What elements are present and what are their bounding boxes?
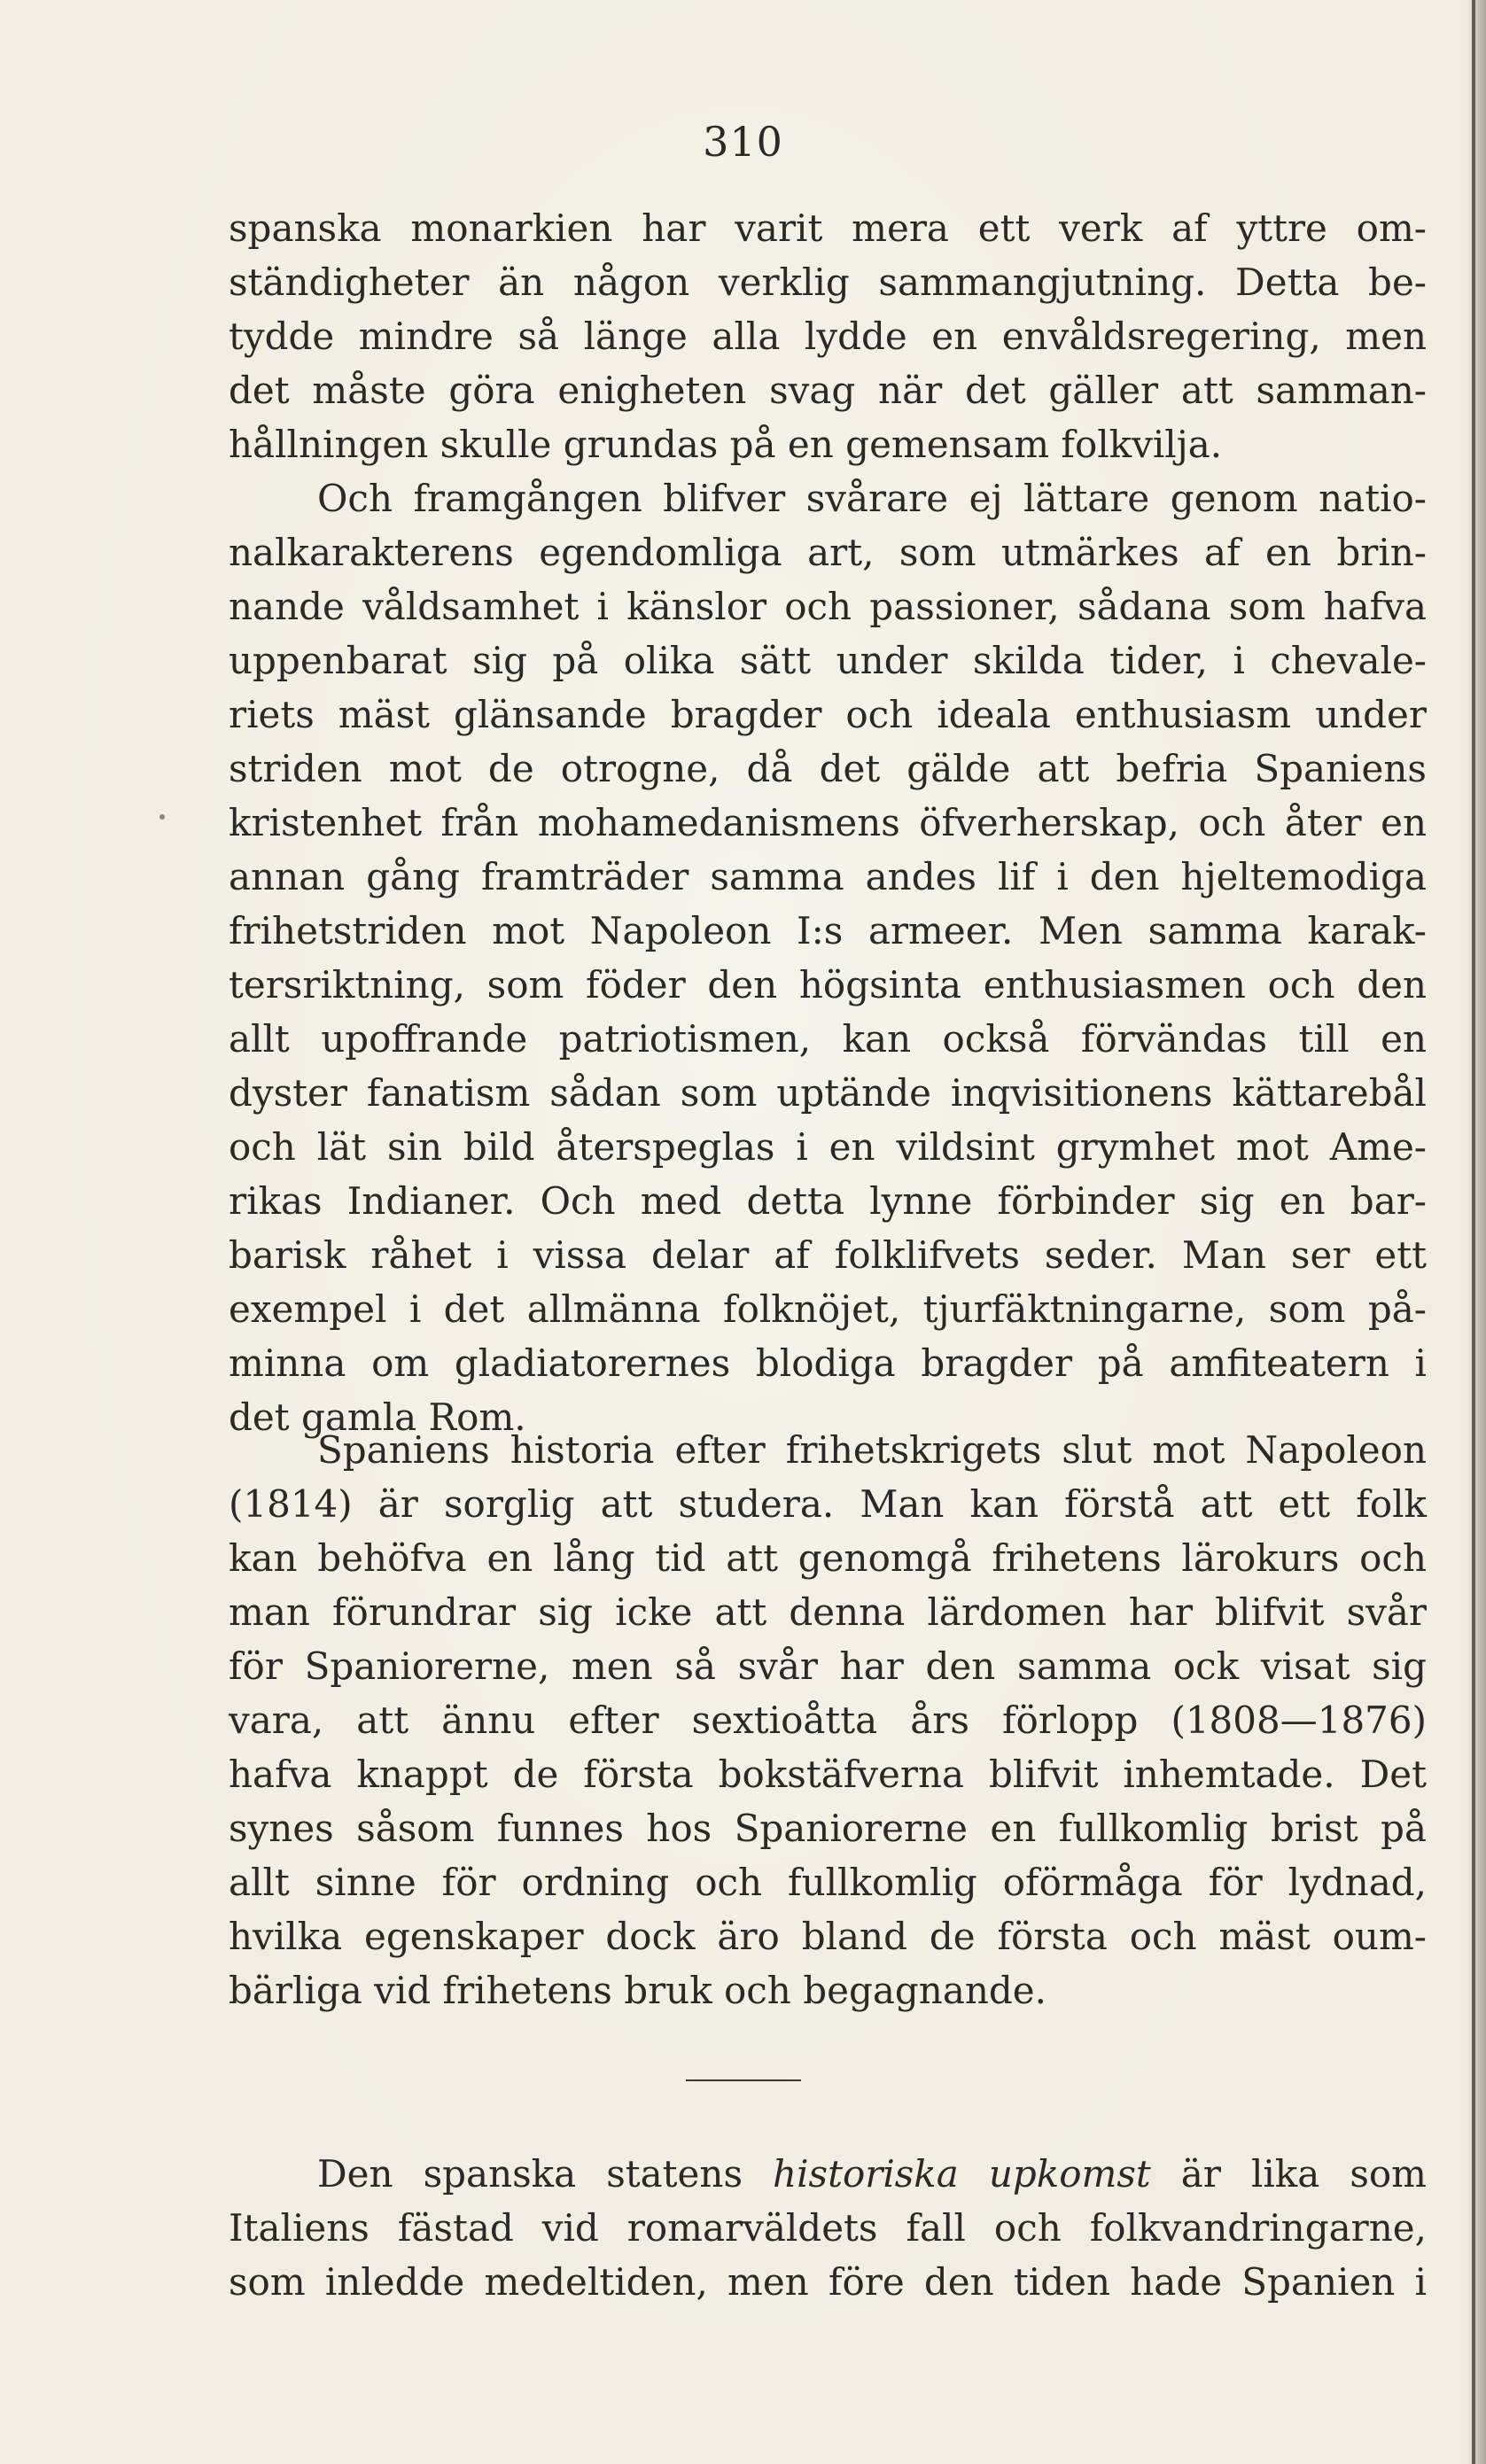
text-line: hållningen skulle grundas på en gemensam folkvilja.: [229, 423, 1223, 466]
text-line: kan behöfva en lång tid att genomgå frihetens lärokurs och: [229, 1536, 1427, 1580]
emphasized-phrase: historiska upkomst: [773, 2152, 1151, 2196]
text-line: nalkarakterens egendomliga art, som utmärkes af en brin-: [229, 531, 1427, 574]
text-line: frihetstriden mot Napoleon I:s armeer. Men samma karak-: [229, 909, 1427, 952]
text-line: allt sinne för ordning och fullkomlig oförmåga för lydnad,: [229, 1861, 1427, 1904]
text-line: man förundrar sig icke att denna lärdomen har blifvit svår: [229, 1590, 1427, 1634]
text-line: striden mot de otrogne, då det gälde att befria Spaniens: [229, 747, 1427, 790]
text-line: hvilka egenskaper dock äro bland de första och mäst oum-: [229, 1915, 1427, 1958]
paragraph-3: [229, 2147, 1427, 2309]
text-line: annan gång framträder samma andes lif i den hjeltemodiga: [229, 855, 1427, 898]
text-line: det gamla Rom.: [229, 1395, 526, 1439]
text-segment: är lika som: [1180, 2152, 1427, 2196]
text-line: tersriktning, som föder den högsinta enthusiasmen och den: [229, 963, 1427, 1007]
text-line: vara, att ännu efter sextioåtta års förlopp (1808—1876): [229, 1698, 1427, 1742]
page-number: 310: [703, 118, 783, 166]
text-line: nande våldsamhet i känslor och passioner, sådana som hafva: [229, 585, 1427, 628]
text-line: rikas Indianer. Och med detta lynne förbinder sig en bar-: [229, 1179, 1427, 1223]
text-line: hafva knappt de första bokstäfverna blifvit inhemtade. Det: [229, 1753, 1427, 1796]
text-line: (1814) är sorglig att studera. Man kan förstå att ett folk: [229, 1482, 1427, 1526]
text-line: exempel i det allmänna folknöjet, tjurfäktningarne, som på-: [229, 1287, 1427, 1331]
text-line: allt upoffrande patriotismen, kan också förvändas till en: [229, 1017, 1427, 1061]
text-line: för Spaniorerne, men så svår har den samma ock visat sig: [229, 1644, 1427, 1688]
text-line: synes såsom funnes hos Spaniorerne en fullkomlig brist på: [229, 1807, 1427, 1850]
text-line: spanska monarkien har varit mera ett verk af yttre om-: [229, 206, 1427, 250]
paragraph-2: [229, 1423, 1427, 2017]
page-edge-shadow: [1467, 0, 1486, 2464]
text-line: det måste göra enigheten svag när det gäller att samman-: [229, 369, 1427, 412]
text-line: ständigheter än någon verklig sammangjutning. Detta be-: [229, 260, 1427, 304]
text-line: Italiens fästad vid romarväldets fall och folkvandringarne,: [229, 2206, 1427, 2250]
text-line-with-emphasis: [229, 2147, 1427, 2201]
text-line: minna om gladiatorernes blodiga bragder på amfiteatern i: [229, 1341, 1427, 1385]
text-line: riets mäst glänsande bragder och ideala enthusiasm under: [229, 693, 1427, 736]
text-line: kristenhet från mohamedanismens öfverherskap, och åter en: [229, 801, 1427, 844]
text-line: tydde mindre så länge alla lydde en envåldsregering, men: [229, 315, 1427, 358]
text-line: Spaniens historia efter frihetskrigets slut mot Napoleon: [317, 1428, 1427, 1472]
text-line: bärliga vid frihetens bruk och begagnande.: [229, 1969, 1046, 2012]
text-line: uppenbarat sig på olika sätt under skilda tider, i chevale-: [229, 639, 1427, 682]
page-edge-line: [1472, 0, 1475, 2464]
text-line: barisk råhet i vissa delar af folklifvets seder. Man ser ett: [229, 1233, 1427, 1277]
text-line: Och framgången blifver svårare ej lättare genom natio-: [317, 477, 1427, 520]
text-segment: Den spanska statens: [317, 2152, 743, 2196]
text-line: dyster fanatism sådan som uptände inqvisitionens kättarebål: [229, 1071, 1427, 1115]
text-line: som inledde medeltiden, men före den tiden hade Spanien i: [229, 2260, 1427, 2304]
paragraph-1: [229, 201, 1427, 1444]
margin-speck: [159, 814, 165, 820]
text-line: och lät sin bild återspeglas i en vildsint grymhet mot Ame-: [229, 1125, 1427, 1169]
section-divider: [686, 2079, 801, 2081]
